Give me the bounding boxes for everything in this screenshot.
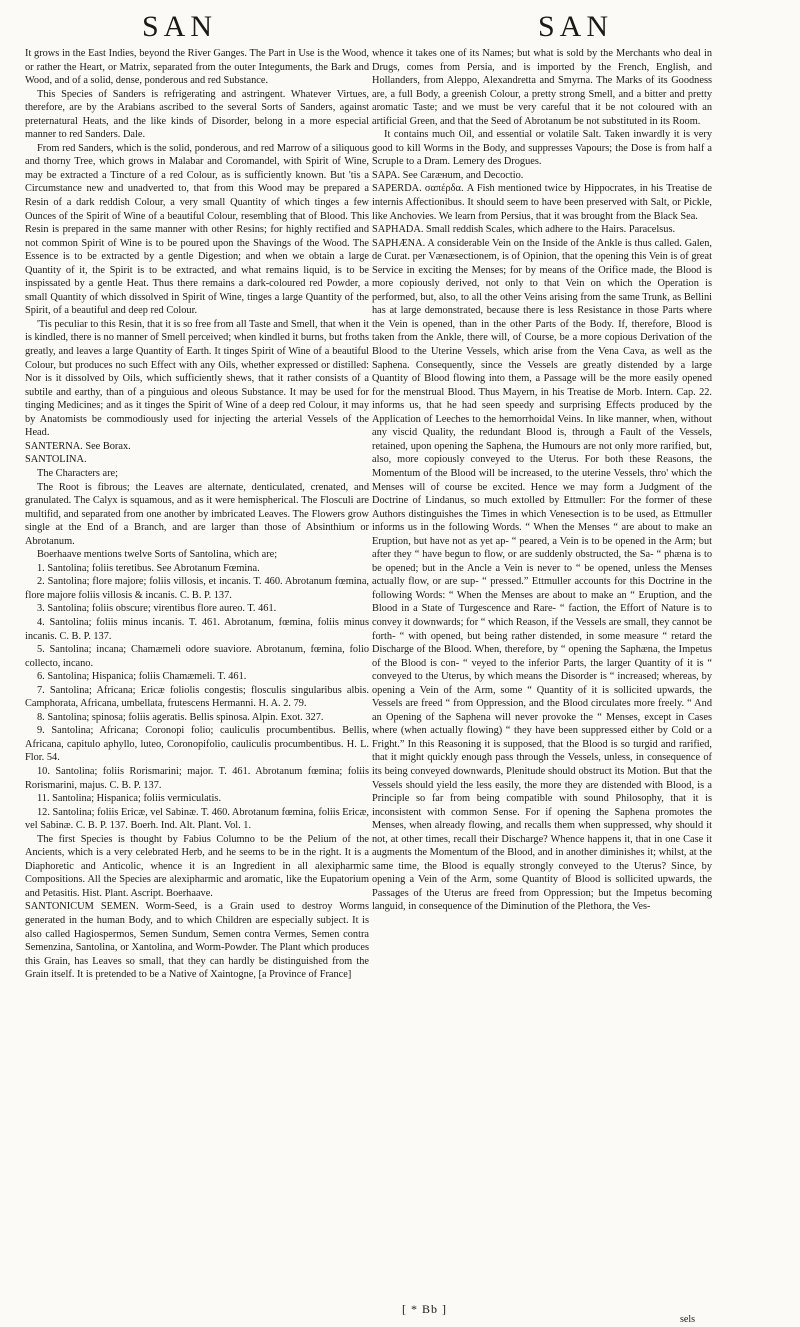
entry-saperda: SAPERDA. σαπέρδα. A Fish mentioned twice by Hippocrates, in his Treatise de internis Affectionibus. It should seem to have been preserved with Salt, or Pickle, like Anchovies. We learn from Persius, that it was brought from the Black Sea. (372, 183, 712, 222)
species-item: 1. Santolina; foliis teretibus. See Abrotanum Fœmina. (37, 562, 260, 574)
species-item: 9. Santolina; Africana; Coronopi folio; cauliculis procumbentibus. Bellis, Africana, capitulo aphyllo, luteo, Coronopifolio, cauliculis procumbentibus. H. L. Flor. 54. (25, 725, 369, 764)
species-item: 11. Santolina; Hispanica; foliis vermiculatis. (37, 793, 222, 805)
paragraph: 'Tis peculiar to this Resin, that it is so free from all Taste and Smell, that when it is kindled, there is no manner of Smell perceived; when kindled it burns, but froths greatly, and leaves a large Quantity of Earth. It tinges Spirit of Wine of a beautiful Colour, but produces no such Effect with any Oils, whether expressed or distilled: Nor is it dissolved by Oils, which sufficiently shews, that it rather consists of a subtile and earthy, than of a pinguious and oleous Substance. It may be used for tinging Medicines; and as it tinges the Spirit of Wine of a deep red Colour, it may by Anatomists be commodiously used for injecting the arterial Vessels of the Head. (25, 318, 369, 439)
running-head-right: SAN (538, 10, 614, 43)
running-head-left: SAN (142, 10, 218, 43)
species-item: 4. Santolina; foliis minus incanis. T. 461. Abrotanum, fœmina, foliis minus incanis. C. B. P. 137. (25, 616, 369, 642)
catchword: sels (680, 1314, 695, 1325)
paragraph: The Characters are; (37, 467, 118, 479)
species-item: 6. Santolina; Hispanica; foliis Chamæmeli. T. 461. (37, 671, 247, 683)
entry-sapa: SAPA. See Caræнum, and Decoctio. (372, 169, 524, 181)
species-item: 2. Santolina; flore majore; foliis villosis, et incanis. T. 460. Abrotanum fœmina, flore majore foliis villosis & incanis. C. B. P. 137. (25, 576, 369, 601)
species-item: 12. Santolina; foliis Ericæ, vel Sabinæ. T. 460. Abrotanum fœmina, foliis Ericæ, vel Sabinæ. C. B. P. 137. Boerh. Ind. Alt. Plant. Vol. 1. (25, 806, 369, 832)
paragraph: It grows in the East Indies, beyond the River Ganges. The Part in Use is the Wood, or rather the Heart, or Matrix, separated from the outer Integuments, the Bark and Wood, and of a solid, dense, ponderous and red Substance. (25, 48, 369, 87)
species-item: 3. Santolina; foliis obscure; virentibus flore aureo. T. 461. (37, 603, 277, 615)
entry-santerna: SANTERNA. See Borax. (25, 440, 131, 452)
paragraph: The Root is fibrous; the Leaves are alternate, denticulated, crenated, and granulated. The Calyx is squamous, and as it were hemispherical. The Flosculi are multifid, and separated from one another by imbricated Leaves. The Flowers grow single at the End of a Branch, and are larger than those of Absinthium or Abrotanum. (25, 481, 369, 547)
species-item: 10. Santolina; foliis Rorismarini; major. T. 461. Abrotanum fœmina; foliis Rorismarini, majus. C. B. P. 137. (25, 765, 369, 791)
left-column (25, 47, 369, 1302)
signature-mark: [ * Bb ] (402, 1302, 447, 1316)
species-item: 5. Santolina; incana; Chamæmeli odore suaviore. Abrotanum, fœmina, folio collecto, incano. (25, 644, 369, 669)
entry-santolina: SANTOLINA. (25, 454, 87, 466)
paragraph: It contains much Oil, and essential or volatile Salt. Taken inwardly it is very good to kill Worms in the Body, and suppresses Vapours; the Dose is from half a Scruple to a Dram. Lemery des Drogues. (372, 129, 712, 168)
entry-saphaena: SAPHÆNA. A considerable Vein on the Inside of the Ankle is thus called. Galen, de Curat. per Vænæsectionem, is of Opinion, that the opening this Vein is of great Service in exciting the Menses; for by means of the Orifice made, the Blood is more copiously derived, not only to that Vein on which the Operation is performed, but, also, to all the other Veins arising from the same Trunk, as Bellini has at large demonstrated, because there is less Resistance in those Parts where the Vein is opened, than in the other Parts of the Body. If, therefore, Blood is taken from the Ankle, there will, of Course, be a more copious Derivation of the Blood to the Uterine Vessels, which arise from the Vena Cava, as well as the Saphena. Consequently, since the Vessels are greatly distended by a large Quantity of Blood flowing into them, a Passage will be the more easily opened for the menstrual Blood. Thus Mayern, in his Treatise de Morb. Intern. Cap. 22. informs us, that he had seen speedy and surprising Effects produced by the Application of Leeches to the hemorrhoidal Veins. In like manner, when, without any viscid Quality, the redundant Blood is, through a Fault of the Vessels, retained, upon opening the Saphena, the Humours are not only more rarified, but, also, more copiously conveyed to the Uterus. For both these Reasons, the Momentum of the Blood will be increased, to the uterine Vessels, thro' which the Menses will of course be excited. Hence we may form a Judgment of the Doctrine of Lindanus, so much extolled by Ettmuller: For the former of these Authors distinguishes the Times in which Venesection is to be used, as Ettmuller informs us in the following Words. “ When the Menses “ are about to make an Eruption, but have not as yet ap- “ peared, a Vein is to be opened in the Arm; but after they “ have begun to flow, or are suddenly obstructed, the Sa- “ phæna is to be opened; but in the Ancle a Vein is never to “ be opened, unless the Menses actually flow, or are sup- “ pressed.” Ettmuller accounts for this Doctrine in the following Words: “ When the Menses are about to make an “ Eruption, and the Blood in a State of Turgescence and Rare- “ faction, the Effort of Nature is to convey it downwards; for “ which Reason, if the Vessels are small, they cannot be forth- “ with opened, but being rather distended, in some measure “ retard the Discharge of the Blood. When, therefore, by “ opening the Saphæna, the Impetus of the Blood is con- “ veyed to the inferior Parts, the larger Quantity of it is “ conveyed to the Uterus, by which means the Disorder is “ increased; whereas, by opening a Vein of the Arm, some “ Quantity of it is sollicited upwards, the Vessels are freed “ from Oppression, and the Blood circulates more freely. “ And an Opening of the Saphena will never provoke the “ Menses, except in Cases where (when actually flowing) “ they have been suppressed either by Cold or a Fright.” In this Reasoning it is supposed, that the Blood is so turgid and rarified, that it might quickly enough pass through the Vessels, unless, in consequence of its being conveyed downwards, Plenitude should obstruct its Motion. But that the Vessels should yield the less easily, the more they are distended with Blood, is a Principle so far from being compatible with sound Philosophy, that it is inconsistent with common Sense. For if opening the Saphena promotes the Menses, when already flowing, and recalls them when suppressed, why should it not, at other times, recall their Discharge? Whence happens it, that in one Case it augments the Momentum of the Blood, and in another diminishes it; whilst, at the same time, the Blood is equally strongly conveyed to the Uterus? Since, by opening a Vein of the Arm, some Quantity of Blood is sollicited upwards, the Passages of the Uterus are freed from Oppression; but the Impetus becoming languid, in consequence of the Diminution of the Plethora, the Ves- (372, 237, 712, 913)
species-item: 7. Santolina; Africana; Ericæ foliolis congestis; flosculis singularibus albis. Camphorata, Africana, umbellata, frutescens Hermanni. H. A. 2. 79. (25, 684, 369, 710)
paragraph: whence it takes one of its Names; but what is sold by the Merchants who deal in Drugs, comes from Persia, and is imported by the French, English, and Hollanders, from Aleppo, Alexandretta and Smyrna. The Marks of its Goodness are, a full Body, a greenish Colour, a pretty strong Smell, and a bitter and pretty aromatic Taste; and we must be very careful that it be not coloured with an artificial Green, and that the Seed of Abrotanum be not substituted in its Room. (372, 48, 712, 127)
entry-saphada: SAPHADA. Small reddish Scales, which adhere to the Hairs. Paracelsus. (372, 224, 676, 236)
species-item: 8. Santolina; spinosa; foliis ageratis. Bellis spinosa. Alpin. Exot. 327. (37, 711, 324, 723)
paragraph: The first Species is thought by Fabius Columno to be the Pelium of the Ancients, which is a very celebrated Herb, and he seems to be in the right. It is a Diaphoretic and Anticolic, whence it is an Ingredient in all alexipharmic Compositions. All the Species are alexipharmic and aromatic, like the Eupatorium and Petasitis. Hist. Plant. Ascript. Boerhaave. (25, 833, 369, 899)
page-header (0, 10, 800, 50)
paragraph: From red Sanders, which is the solid, ponderous, and red Marrow of a siliquous and thorny Tree, which grows in Malabar and Coromandel, with Spirit of Wine, may be extracted a Tincture of a red Colour, as is sufficiently known. But 'tis a Circumstance new and unadverted to, that from this Wood may be prepared a Resin of a dark reddish Colour, a very small Quantity of which tinges a few Ounces of the Spirit of Wine of a beautiful Colour, resembling that of Blood. This Resin is prepared in the same manner with other Resins; for highly rectified and not common Spirit of Wine is to be poured upon the Shavings of the Wood. The Essence is to be extracted by a gentle Digestion; and when we obtain a large Quantity of it, the Spirit is to be extracted, and what remains liquid, is to be inspissated by a gentle Heat. Thus there remains a dark-coloured red Powder, a small Quantity of which dissolved in Spirit of Wine, tinges a large Quantity of the Spirit, of a beautiful and deep red Colour. (25, 142, 369, 317)
paragraph: Boerhaave mentions twelve Sorts of Santolina, which are; (37, 549, 278, 561)
right-column (372, 47, 712, 1302)
paragraph: This Species of Sanders is refrigerating and astringent. Whatever Virtues, therefore, are by the Arabians ascribed to the several Sorts of Sanders, against preternatural Heats, and the like kinds of Disorder, belong in a more especial manner to red Sanders. Dale. (25, 88, 369, 141)
entry-santonicum-semen: SANTONICUM SEMEN. Worm-Seed, is a Grain used to destroy Worms generated in the human Body, and to which Children are especially subject. It is also called Hagiospermos, Semen Sundum, Semen contra Vermes, Semen contra Semenzina, Santolina, or Xantolina, and Worm-Powder. The Plant which produces this Grain, has Leaves so small, that they can hardly be distinguished from the Grain itself. It is pretended to be a Native of Xaintogne, [a Province of France] (25, 901, 369, 981)
